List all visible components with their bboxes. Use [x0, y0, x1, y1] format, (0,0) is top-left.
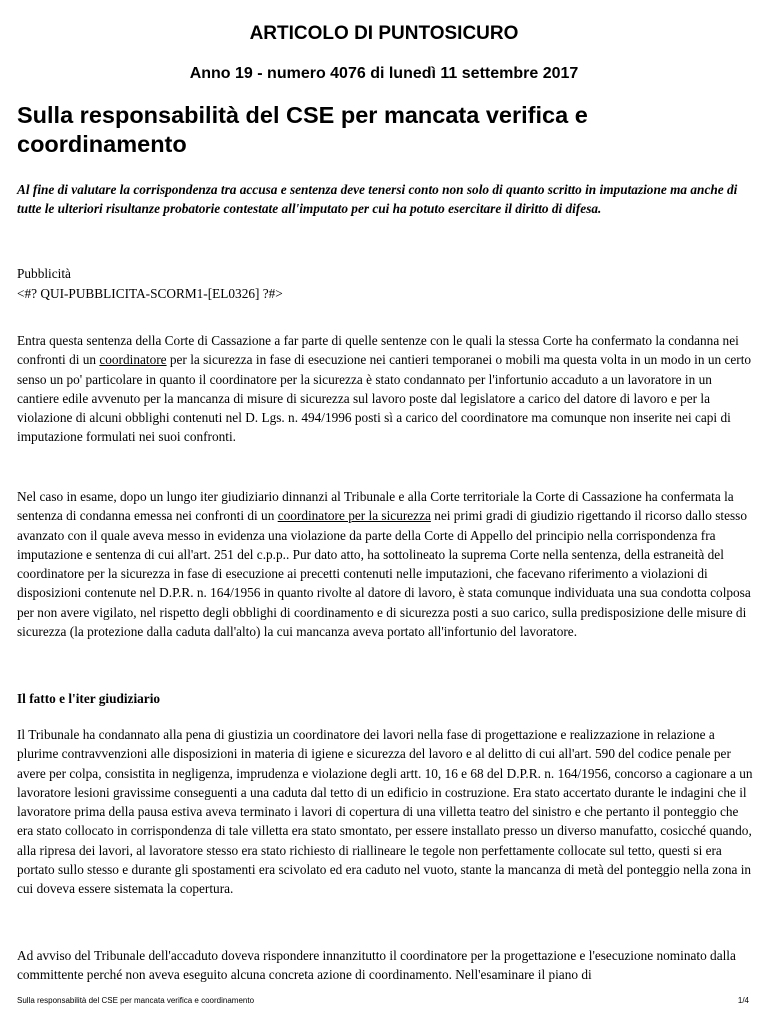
paragraph-1 [17, 331, 757, 447]
paragraph-2 [17, 487, 757, 641]
paragraph-3: Il Tribunale ha condannato alla pena di giustizia un coordinatore dei lavori nella fase di progettazione e realizzazione in relazione a plurime contravvenzioni alle disposizioni in materia di igiene e sicurezza del lavoro e al delitto di cui all'art. 590 del codice penale per avere per colpa, consistita in negligenza, imprudenza e violazione degli artt. 10, 16 e 68 del D.P.R. n. 164/1956, concorso a cagionare a un lavoratore lesioni gravissime conseguenti a una caduta dal tetto di un edificio in costruzione. Era stato accertato durante le indagini che il lavoratore prima della pausa estiva aveva terminato i lavori di copertura di una villetta teatro del sinistro e che pertanto il ponteggio che era stato collocato in corrispondenza di tale villetta era stato smontato, per essere installato presso un diverso manufatto, cosicché quando, alla ripresa dei lavori, al lavoratore stesso era stato richiesto di riallineare le tegole non perfettamente collocate sul tetto, questi si era portato sullo stesso e durante gli spostamenti era scivolato ed era caduto nel vuoto, stante la mancanza di metà del ponteggio nella zona in cui doveva essere sistemata la copertura. [17, 727, 753, 897]
page-number: 1/4 [737, 996, 749, 1005]
paragraph-1-text-a: Entra questa sentenza della Corte di Cassazione a far parte di quelle sentenze con le quali la stessa Corte ha confermato la condanna nei confronti di un [17, 333, 739, 368]
article-title: Sulla responsabilità del CSE per mancata verifica e coordinamento [17, 102, 588, 157]
section-heading: Il fatto e l'iter giudiziario [17, 691, 161, 706]
publication-header: ARTICOLO DI PUNTOSICURO [249, 23, 519, 44]
ad-placeholder-code: <#? QUI-PUBBLICITA-SCORM1-[EL0326] ?#> [17, 286, 283, 301]
footer-title: Sulla responsabilità del CSE per mancata verifica e coordinamento [17, 996, 255, 1005]
ad-label: Pubblicità [17, 266, 71, 281]
paragraph-1-text-b: per la sicurezza in fase di esecuzione nei cantieri temporanei o mobili ma questa volta in un modo in un certo senso un po' particolare in quanto il coordinatore per la sicurezza è stato condannato per l'infortunio accaduto a un lavoratore in un cantiere edile avvenuto per la mancanza di misure di sicurezza sul lavoro poste dal legislatore a carico del datore di lavoro e per la violazione di alcuni obblighi contenuti nel D. Lgs. n. 494/1996 posti sì a carico del coordinatore ma comunque non inserite nei capi di imputazione formulati nei suoi confronti. [17, 352, 752, 445]
issue-info: Anno 19 - numero 4076 di lunedì 11 settembre 2017 [189, 65, 579, 82]
link-coordinatore-sicurezza[interactable]: coordinatore per la sicurezza [277, 508, 431, 524]
paragraph-4: Ad avviso del Tribunale dell'accaduto doveva rispondere innanzitutto il coordinatore per la progettazione e l'esecuzione nominato dalla committente perché non aveva eseguito alcuna concreta azione di coordinamento. Nell'esaminare il piano di [17, 948, 736, 983]
paragraph-2-text-a: Nel caso in esame, dopo un lungo iter giudiziario dinnanzi al Tribunale e alla Corte territoriale la Corte di Cassazione ha confermata la sentenza di condanna emessa nei confronti di un [17, 489, 734, 524]
link-coordinatore[interactable]: coordinatore [99, 352, 167, 368]
article-lead: Al fine di valutare la corrispondenza tra accusa e sentenza deve tenersi conto non solo di quanto scritto in imputazione ma anche di tutte le ulteriori risultanze probatorie contestate all'imputato per cui ha potuto esercitare il diritto di difesa. [17, 182, 738, 216]
paragraph-2-text-b: nei primi gradi di giudizio rigettando il ricorso dallo stesso avanzato con il quale aveva messo in evidenza una violazione da parte della Corte di Appello del principio nella corrispondenza fra imputazione e sentenza di cui all'art. 251 del c.p.p.. Pur dato atto, ha sottolineato la suprema Corte nella sentenza, della estraneità del coordinatore per la sicurezza in fase di esecuzione ai precetti contenuti nelle imputazioni, che facevano riferimento a violazioni di disposizioni contenute nel D.P.R. n. 164/1956 in quanto rivolte al datore di lavoro, è stata comunque individuata una sua condotta colposa per non avere vigilato, nel rispetto degli obblighi di coordinamento e di sicurezza posti a suo carico, sulla predisposizione delle misure di sicurezza (la protezione dalla caduta dall'alto) la cui mancanza aveva portato all'infortunio del lavoratore. [17, 508, 751, 640]
